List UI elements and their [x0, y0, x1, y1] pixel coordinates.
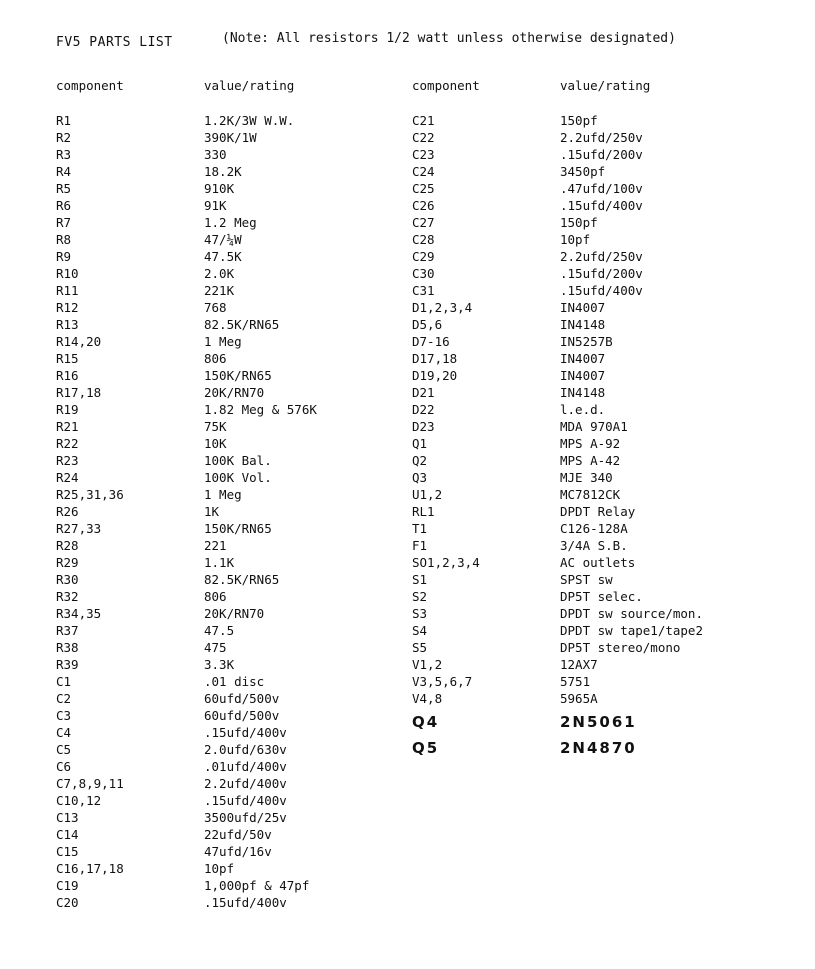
component-designator: Q4	[412, 713, 440, 731]
component-designator: T1	[412, 521, 428, 536]
component-designator: R4	[56, 164, 72, 179]
part-row	[412, 639, 752, 656]
component-value: 5965A	[560, 691, 598, 706]
component-value: IN5257B	[560, 334, 613, 349]
part-row	[412, 435, 752, 452]
component-designator: V1,2	[412, 657, 443, 672]
component-designator: R11	[56, 283, 79, 298]
component-value: 20K/RN70	[204, 385, 265, 400]
component-value: 150pf	[560, 215, 598, 230]
component-value: 47.5K	[204, 249, 242, 264]
component-value: MC7812CK	[560, 487, 621, 502]
part-row	[412, 737, 752, 759]
component-designator: SO1,2,3,4	[412, 555, 480, 570]
component-designator: C31	[412, 283, 435, 298]
part-row	[56, 469, 396, 486]
component-designator: S4	[412, 623, 428, 638]
part-row	[56, 809, 396, 826]
component-value: .01ufd/400v	[204, 759, 287, 774]
component-designator: C1	[56, 674, 72, 689]
part-row	[412, 197, 752, 214]
part-row	[56, 758, 396, 775]
part-row	[412, 711, 752, 733]
component-designator: Q5	[412, 739, 440, 757]
component-designator: R39	[56, 657, 79, 672]
part-row	[412, 656, 752, 673]
part-row	[56, 673, 396, 690]
part-row	[56, 843, 396, 860]
component-value: MDA 970A1	[560, 419, 628, 434]
component-designator: R34,35	[56, 606, 102, 621]
component-designator: Q3	[412, 470, 428, 485]
part-row	[56, 418, 396, 435]
component-designator: V4,8	[412, 691, 443, 706]
part-row	[412, 146, 752, 163]
component-value: DPDT sw source/mon.	[560, 606, 703, 621]
component-value: C126-128A	[560, 521, 628, 536]
part-row	[56, 792, 396, 809]
component-designator: R19	[56, 402, 79, 417]
part-row	[56, 435, 396, 452]
component-designator: R3	[56, 147, 72, 162]
component-value: 221K	[204, 283, 235, 298]
component-designator: R23	[56, 453, 79, 468]
component-designator: C26	[412, 198, 435, 213]
document-title: FV5 PARTS LIST	[56, 35, 173, 50]
part-row	[56, 690, 396, 707]
part-row	[412, 571, 752, 588]
component-value: SPST sw	[560, 572, 613, 587]
component-value: MPS A-92	[560, 436, 621, 451]
part-row	[412, 316, 752, 333]
component-designator: C24	[412, 164, 435, 179]
part-row	[412, 231, 752, 248]
component-value: 3.3K	[204, 657, 235, 672]
component-value: 330	[204, 147, 227, 162]
component-designator: S5	[412, 640, 428, 655]
part-row	[56, 826, 396, 843]
part-row	[56, 724, 396, 741]
part-row	[56, 112, 396, 129]
component-value: 1 Meg	[204, 334, 242, 349]
component-designator: R6	[56, 198, 72, 213]
part-row	[56, 503, 396, 520]
component-designator: R27,33	[56, 521, 102, 536]
part-row	[412, 214, 752, 231]
component-value: 1,000pf & 47pf	[204, 878, 310, 893]
component-designator: R15	[56, 351, 79, 366]
component-designator: R2	[56, 130, 72, 145]
part-row	[412, 503, 752, 520]
component-value: .15ufd/400v	[204, 725, 287, 740]
component-designator: C30	[412, 266, 435, 281]
component-value: 10K	[204, 436, 227, 451]
component-value: 60ufd/500v	[204, 691, 280, 706]
component-designator: R26	[56, 504, 79, 519]
component-column-header: component	[56, 78, 124, 93]
part-row	[412, 180, 752, 197]
part-row	[56, 741, 396, 758]
component-value: 475	[204, 640, 227, 655]
part-row	[56, 180, 396, 197]
component-designator: R38	[56, 640, 79, 655]
component-value: 91K	[204, 198, 227, 213]
component-value: 3500ufd/25v	[204, 810, 287, 825]
part-row	[56, 775, 396, 792]
component-designator: C13	[56, 810, 79, 825]
part-row	[56, 333, 396, 350]
component-value: 1.2K/3W W.W.	[204, 113, 295, 128]
component-value: 2.2ufd/250v	[560, 249, 643, 264]
part-row	[412, 282, 752, 299]
component-designator: R7	[56, 215, 72, 230]
component-designator: D19,20	[412, 368, 458, 383]
component-value: 1.2 Meg	[204, 215, 257, 230]
component-designator: C27	[412, 215, 435, 230]
component-designator: R30	[56, 572, 79, 587]
part-row	[56, 163, 396, 180]
part-row	[412, 622, 752, 639]
component-designator: R1	[56, 113, 72, 128]
part-row	[412, 588, 752, 605]
component-value: 150K/RN65	[204, 368, 272, 383]
part-row	[412, 299, 752, 316]
part-row	[56, 588, 396, 605]
component-designator: R22	[56, 436, 79, 451]
component-value: 75K	[204, 419, 227, 434]
component-value: 3450pf	[560, 164, 606, 179]
part-row	[412, 554, 752, 571]
part-row	[56, 860, 396, 877]
component-designator: R16	[56, 368, 79, 383]
component-value: .15ufd/400v	[560, 198, 643, 213]
part-row	[412, 248, 752, 265]
component-designator: R8	[56, 232, 72, 247]
part-row	[412, 129, 752, 146]
component-designator: C3	[56, 708, 72, 723]
component-designator: D21	[412, 385, 435, 400]
part-row	[56, 129, 396, 146]
part-row	[412, 384, 752, 401]
component-designator: R29	[56, 555, 79, 570]
component-designator: R14,20	[56, 334, 102, 349]
part-row	[56, 452, 396, 469]
component-designator: D22	[412, 402, 435, 417]
component-designator: R10	[56, 266, 79, 281]
component-value: DPDT Relay	[560, 504, 636, 519]
component-value: IN4148	[560, 385, 606, 400]
part-row	[56, 486, 396, 503]
part-row	[56, 520, 396, 537]
component-value: 806	[204, 589, 227, 604]
component-designator: D1,2,3,4	[412, 300, 473, 315]
component-value: 82.5K/RN65	[204, 317, 280, 332]
part-row	[56, 299, 396, 316]
component-designator: C2	[56, 691, 72, 706]
part-row	[56, 656, 396, 673]
component-designator: R12	[56, 300, 79, 315]
part-row	[56, 605, 396, 622]
part-row	[56, 554, 396, 571]
part-row	[56, 146, 396, 163]
part-row	[412, 265, 752, 282]
component-designator: F1	[412, 538, 428, 553]
component-designator: C16,17,18	[56, 861, 124, 876]
component-designator: V3,5,6,7	[412, 674, 473, 689]
component-value: 2N4870	[560, 739, 637, 757]
component-value: IN4007	[560, 368, 606, 383]
part-row	[56, 367, 396, 384]
component-value: IN4007	[560, 351, 606, 366]
component-designator: C4	[56, 725, 72, 740]
component-designator: C5	[56, 742, 72, 757]
component-value: l.e.d.	[560, 402, 606, 417]
part-row	[412, 163, 752, 180]
component-value: .15ufd/400v	[204, 793, 287, 808]
component-designator: D23	[412, 419, 435, 434]
component-value: 2.0ufd/630v	[204, 742, 287, 757]
component-column-header: component	[412, 78, 480, 93]
value-column-header: value/rating	[204, 78, 295, 93]
part-row	[56, 231, 396, 248]
part-row	[56, 248, 396, 265]
component-value: IN4148	[560, 317, 606, 332]
part-row	[56, 282, 396, 299]
part-row	[56, 639, 396, 656]
component-designator: C25	[412, 181, 435, 196]
component-value: 10pf	[560, 232, 591, 247]
part-row	[412, 112, 752, 129]
component-value: 390K/1W	[204, 130, 257, 145]
component-value: .15ufd/200v	[560, 147, 643, 162]
component-designator: C10,12	[56, 793, 102, 808]
component-value: 2.0K	[204, 266, 235, 281]
part-row	[412, 486, 752, 503]
parts-rows	[412, 112, 752, 759]
component-designator: R5	[56, 181, 72, 196]
part-row	[56, 401, 396, 418]
component-designator: D5,6	[412, 317, 443, 332]
component-value: 1.82 Meg & 576K	[204, 402, 317, 417]
component-value: 2.2ufd/250v	[560, 130, 643, 145]
part-row	[56, 707, 396, 724]
component-designator: S1	[412, 572, 428, 587]
component-value: 1.1K	[204, 555, 235, 570]
component-designator: R25,31,36	[56, 487, 124, 502]
component-value: 221	[204, 538, 227, 553]
part-row	[412, 333, 752, 350]
component-designator: C23	[412, 147, 435, 162]
component-value: DPDT sw tape1/tape2	[560, 623, 703, 638]
component-designator: R28	[56, 538, 79, 553]
component-designator: C7,8,9,11	[56, 776, 124, 791]
component-designator: U1,2	[412, 487, 443, 502]
component-designator: D17,18	[412, 351, 458, 366]
component-designator: R37	[56, 623, 79, 638]
part-row	[56, 571, 396, 588]
part-row	[412, 690, 752, 707]
component-designator: C15	[56, 844, 79, 859]
part-row	[412, 537, 752, 554]
part-row	[412, 469, 752, 486]
part-row	[412, 452, 752, 469]
component-value: 20K/RN70	[204, 606, 265, 621]
component-value: 1K	[204, 504, 220, 519]
component-value: 3/4A S.B.	[560, 538, 628, 553]
parts-rows	[56, 112, 396, 911]
component-designator: R24	[56, 470, 79, 485]
component-value: 22ufd/50v	[204, 827, 272, 842]
component-value: 806	[204, 351, 227, 366]
value-column-header: value/rating	[560, 78, 651, 93]
part-row	[56, 265, 396, 282]
component-value: 47/¼W	[204, 232, 242, 247]
part-row	[56, 214, 396, 231]
component-designator: C14	[56, 827, 79, 842]
component-value: 47ufd/16v	[204, 844, 272, 859]
part-row	[56, 350, 396, 367]
component-value: .15ufd/400v	[204, 895, 287, 910]
component-value: 60ufd/500v	[204, 708, 280, 723]
component-designator: R21	[56, 419, 79, 434]
part-row	[56, 894, 396, 911]
component-designator: RL1	[412, 504, 435, 519]
component-designator: C6	[56, 759, 72, 774]
component-value: 12AX7	[560, 657, 598, 672]
component-designator: C19	[56, 878, 79, 893]
part-row	[56, 316, 396, 333]
component-designator: R13	[56, 317, 79, 332]
component-value: 82.5K/RN65	[204, 572, 280, 587]
component-value: .15ufd/400v	[560, 283, 643, 298]
component-value: 47.5	[204, 623, 235, 638]
component-designator: R32	[56, 589, 79, 604]
component-value: AC outlets	[560, 555, 636, 570]
component-value: DP5T stereo/mono	[560, 640, 681, 655]
component-designator: Q1	[412, 436, 428, 451]
component-value: MPS A-42	[560, 453, 621, 468]
component-designator: S2	[412, 589, 428, 604]
component-designator: C28	[412, 232, 435, 247]
component-designator: Q2	[412, 453, 428, 468]
part-row	[412, 367, 752, 384]
part-row	[412, 418, 752, 435]
part-row	[412, 520, 752, 537]
component-value: 100K Bal.	[204, 453, 272, 468]
part-row	[412, 401, 752, 418]
component-value: MJE 340	[560, 470, 613, 485]
component-value: 5751	[560, 674, 591, 689]
component-value: IN4007	[560, 300, 606, 315]
component-value: .15ufd/200v	[560, 266, 643, 281]
component-value: 10pf	[204, 861, 235, 876]
component-designator: C22	[412, 130, 435, 145]
component-designator: R9	[56, 249, 72, 264]
part-row	[56, 197, 396, 214]
component-designator: D7-16	[412, 334, 450, 349]
part-row	[412, 673, 752, 690]
component-value: 2.2ufd/400v	[204, 776, 287, 791]
component-designator: C21	[412, 113, 435, 128]
component-value: 910K	[204, 181, 235, 196]
part-row	[56, 384, 396, 401]
component-designator: C20	[56, 895, 79, 910]
component-value: 18.2K	[204, 164, 242, 179]
resistor-note: (Note: All resistors 1/2 watt unless otherwise designated)	[222, 31, 676, 46]
component-value: DP5T selec.	[560, 589, 643, 604]
component-value: 2N5061	[560, 713, 637, 731]
component-value: 1 Meg	[204, 487, 242, 502]
part-row	[412, 350, 752, 367]
component-value: 150pf	[560, 113, 598, 128]
component-designator: R17,18	[56, 385, 102, 400]
part-row	[56, 877, 396, 894]
component-value: 100K Vol.	[204, 470, 272, 485]
component-value: .47ufd/100v	[560, 181, 643, 196]
component-value: 150K/RN65	[204, 521, 272, 536]
part-row	[56, 537, 396, 554]
part-row	[56, 622, 396, 639]
component-value: 768	[204, 300, 227, 315]
part-row	[412, 605, 752, 622]
component-designator: C29	[412, 249, 435, 264]
component-designator: S3	[412, 606, 428, 621]
component-value: .01 disc	[204, 674, 265, 689]
